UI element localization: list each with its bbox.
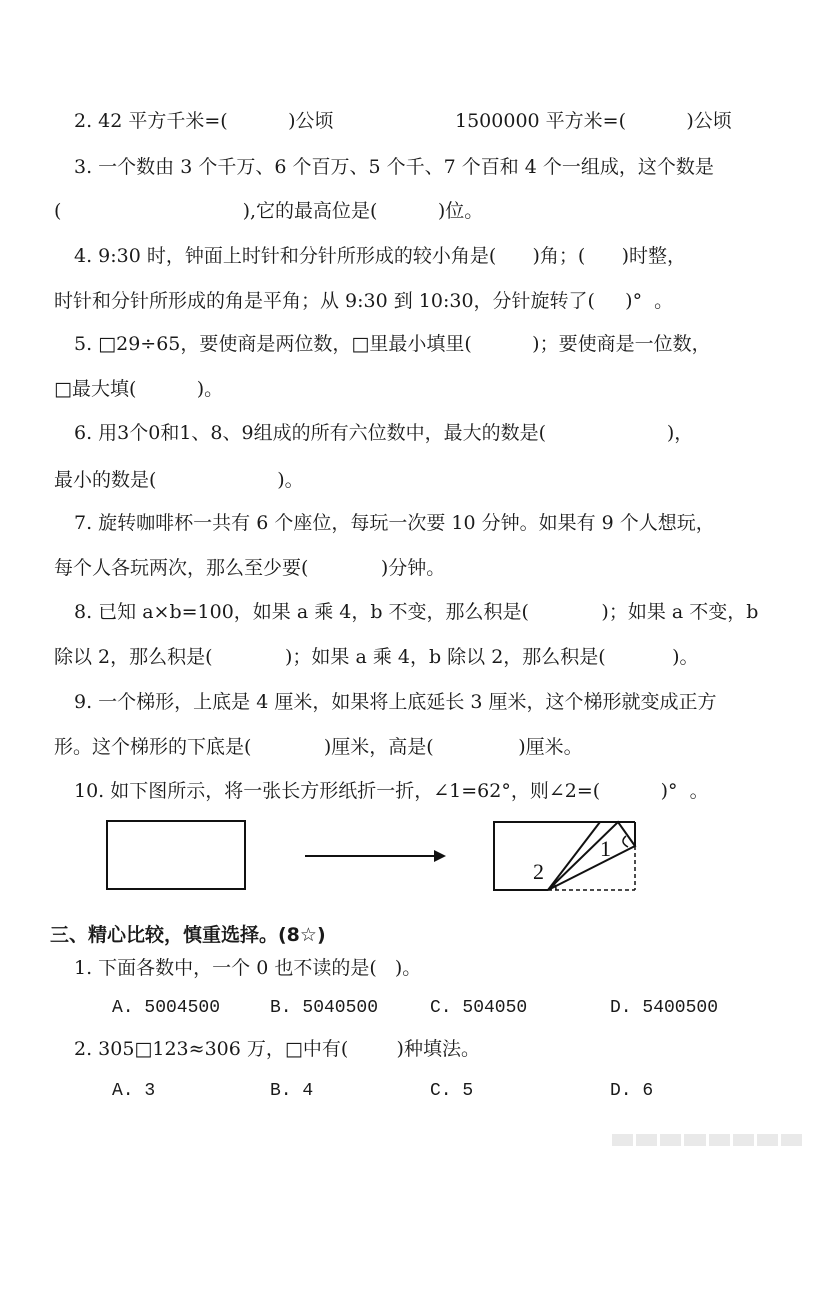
artifact-block (709, 1134, 730, 1146)
question-9-line-2 (0, 729, 820, 765)
angle-1-arc (623, 836, 628, 847)
question-8-line-2 (0, 639, 820, 675)
question-6-text-1: 6. 用3个0和1、8、9组成的所有六位数中，最大的数是( )， (74, 422, 694, 444)
question-4-line-1 (0, 238, 820, 274)
question-7-line-1 (0, 505, 820, 541)
question-6-line-1 (0, 415, 820, 451)
fold-crease (548, 822, 600, 890)
question-6-text-2: 最小的数是( )。 (54, 469, 304, 491)
question-7-line-2 (0, 550, 820, 586)
arrow-head (434, 850, 446, 862)
artifact-block (733, 1134, 754, 1146)
question-5-text-2: □最大填( )。 (54, 378, 224, 400)
choice-question-2-options (0, 1073, 820, 1109)
question-10-line-1 (0, 773, 820, 809)
question-2-right: 1500000 平方米=( )公顷 (455, 110, 732, 132)
artifact-block (781, 1134, 802, 1146)
option-c[interactable]: C. 5 (430, 1081, 474, 1101)
option-b[interactable]: B. 4 (270, 1081, 314, 1101)
question-6-line-2 (0, 462, 820, 498)
artifact-block (757, 1134, 778, 1146)
scan-artifact-strip (612, 1134, 802, 1146)
option-d[interactable]: D. 6 (610, 1081, 654, 1101)
option-c[interactable]: C. 504050 (430, 998, 528, 1018)
question-3-text-2: ( ),它的最高位是( )位。 (54, 200, 484, 222)
question-3-text-1: 3. 一个数由 3 个千万、6 个百万、5 个千、7 个百和 4 个一组成，这个数是 (74, 156, 714, 178)
option-b[interactable]: B. 5040500 (270, 998, 379, 1018)
choice-question-2-stem: 2. 305□123≈306 万，□中有( )种填法。 (74, 1038, 480, 1060)
option-a[interactable]: A. 3 (112, 1081, 156, 1101)
question-5-line-1 (0, 326, 820, 362)
choice-question-1-options (0, 990, 820, 1026)
angle-2-label: 2 (533, 859, 544, 884)
artifact-block (660, 1134, 681, 1146)
question-9-text-2: 形。这个梯形的下底是( )厘米，高是( )厘米。 (54, 736, 583, 758)
choice-question-2 (0, 1031, 820, 1067)
angle-1-label: 1 (600, 836, 611, 861)
question-3-line-1 (0, 149, 820, 185)
question-4-text-1: 4. 9:30 时，钟面上时针和分针所形成的较小角是( )角；( )时整， (74, 245, 686, 267)
question-5-line-2 (0, 371, 820, 407)
question-5-text-1: 5. □29÷65，要使商是两位数，□里最小填里( )；要使商是一位数， (74, 333, 711, 355)
section-3-heading: 三、精心比较，慎重选择。(8☆) (50, 924, 326, 946)
question-10-text-1: 10. 如下图所示，将一张长方形纸折一折，∠1=62°，则∠2=( )° 。 (74, 780, 709, 802)
question-4-text-2: 时针和分针所形成的角是平角；从 9:30 到 10:30，分针旋转了( )° 。 (54, 290, 674, 312)
option-d[interactable]: D. 5400500 (610, 998, 719, 1018)
question-4-line-2 (0, 283, 820, 319)
question-9-text-1: 9. 一个梯形，上底是 4 厘米，如果将上底延长 3 厘米，这个梯形就变成正方 (74, 691, 717, 713)
original-rectangle (107, 821, 245, 889)
question-7-text-2: 每个人各玩两次，那么至少要( )分钟。 (54, 557, 446, 579)
question-9-line-1 (0, 684, 820, 720)
section-3-heading-line (0, 917, 820, 953)
artifact-block (684, 1134, 705, 1146)
question-8-line-1 (0, 594, 820, 630)
question-7-text-1: 7. 旋转咖啡杯一共有 6 个座位，每玩一次要 10 分钟。如果有 9 个人想玩， (74, 512, 715, 534)
question-2 (0, 103, 820, 139)
question-8-text-1: 8. 已知 a×b=100，如果 a 乘 4，b 不变，那么积是( )；如果 a 不变，b (74, 601, 759, 623)
folded-paper-figure (0, 812, 820, 902)
artifact-block (636, 1134, 657, 1146)
question-2-left: 2. 42 平方千米=( )公顷 (74, 110, 334, 132)
option-a[interactable]: A. 5004500 (112, 998, 221, 1018)
choice-question-1-stem: 1. 下面各数中，一个 0 也不读的是( )。 (74, 957, 422, 979)
artifact-block (612, 1134, 633, 1146)
choice-question-1 (0, 950, 820, 986)
question-3-line-2 (0, 193, 820, 229)
question-8-text-2: 除以 2，那么积是( )；如果 a 乘 4，b 除以 2，那么积是( )。 (54, 646, 699, 668)
